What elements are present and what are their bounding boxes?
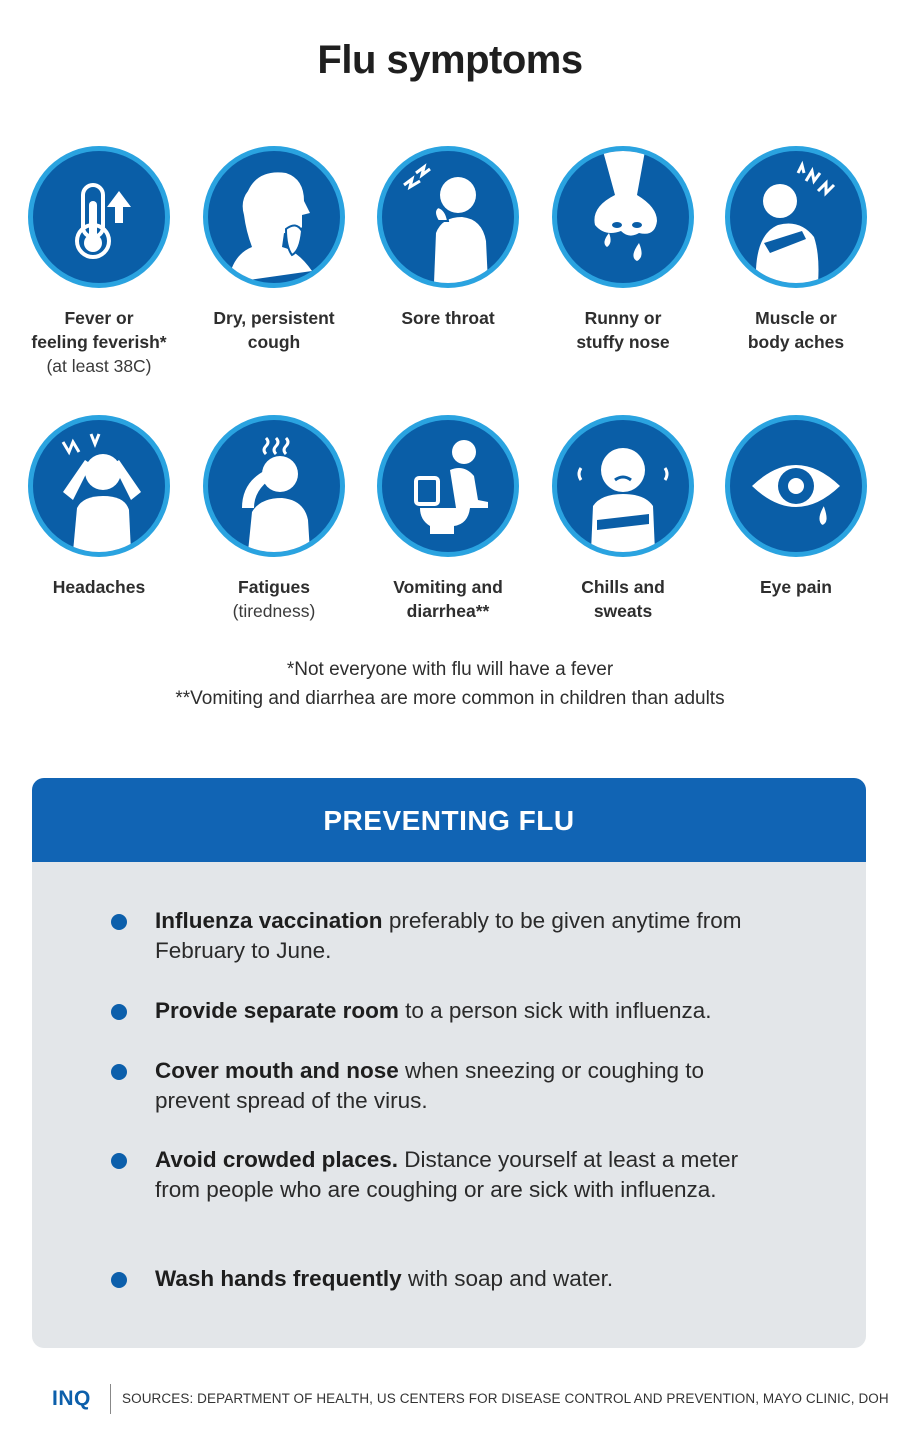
chills-icon (552, 415, 694, 557)
symptom-label-line2: feeling feverish* (31, 332, 167, 352)
footer-divider (110, 1384, 111, 1414)
symptom-label-line1: Dry, persistent (213, 308, 335, 328)
prevention-item-bold: Influenza vaccination (155, 908, 383, 933)
symptom-runny-nose (536, 146, 710, 354)
symptom-label-line1: Chills and (581, 577, 665, 597)
body-aches-icon (725, 146, 867, 288)
sources-text: SOURCES: DEPARTMENT OF HEALTH, US CENTERS FOR DISEASE CONTROL AND PREVENTION, MAYO CLINIC, DOH (122, 1391, 889, 1406)
bullet-dot-icon (111, 1272, 127, 1288)
symptom-sore-throat (361, 146, 535, 330)
footer (0, 1384, 900, 1414)
symptom-label-line1: Headaches (52, 577, 146, 597)
prevention-item-bold: Cover mouth and nose (155, 1058, 399, 1083)
symptom-fever (12, 146, 186, 378)
symptom-label-line2: stuffy nose (576, 332, 670, 352)
symptom-eye-pain (709, 415, 883, 599)
bullet-dot-icon (111, 1004, 127, 1020)
symptom-label-line2: sweats (593, 601, 653, 621)
page-title: Flu symptoms (317, 38, 583, 82)
symptom-label-line1: Muscle or (755, 308, 837, 328)
sore-throat-icon (377, 146, 519, 288)
prevention-item-text: to a person sick with influenza. (398, 998, 712, 1023)
runny-nose-icon (552, 146, 694, 288)
symptom-label-line2: cough (247, 332, 301, 352)
cough-icon (203, 146, 345, 288)
symptom-vomiting (361, 415, 535, 623)
symptom-label-line1: Fever or (64, 308, 134, 328)
headache-icon (28, 415, 170, 557)
symptom-fatigue (187, 415, 361, 623)
symptom-sublabel: (tiredness) (232, 601, 316, 621)
prevention-heading: PREVENTING FLU (32, 778, 866, 862)
symptom-label-line1: Fatigues (238, 577, 310, 597)
fatigue-icon (203, 415, 345, 557)
symptom-label-line1: Vomiting and (393, 577, 503, 597)
prevention-item-text: with soap and water. (401, 1266, 614, 1291)
toilet-icon (377, 415, 519, 557)
bullet-dot-icon (111, 914, 127, 930)
footnote-fever: *Not everyone with flu will have a fever (286, 659, 614, 680)
bullet-dot-icon (111, 1064, 127, 1080)
prevention-item-text: when sneezing or coughing to prevent spread of the virus. (155, 1058, 704, 1113)
symptom-label-line2: diarrhea** (406, 601, 490, 621)
footnote-vomiting: **Vomiting and diarrhea are more common in children than adults (175, 688, 725, 709)
symptom-chills (536, 415, 710, 623)
eye-pain-icon (725, 415, 867, 557)
prevention-item-bold: Wash hands frequently (155, 1266, 402, 1291)
symptom-label-line1: Runny or (584, 308, 662, 328)
symptom-cough (187, 146, 361, 354)
prevention-panel (32, 778, 866, 1348)
symptom-body-aches (709, 146, 883, 354)
symptom-label-line2: body aches (747, 332, 845, 352)
symptom-sublabel: (at least 38C) (46, 356, 152, 376)
prevention-item-text: Distance yourself at least a meter from people who are coughing or are sick with influenza. (155, 1147, 739, 1202)
inq-logo: INQ (52, 1387, 91, 1410)
prevention-item-bold: Avoid crowded places. (155, 1147, 398, 1172)
symptom-label-line1: Sore throat (401, 308, 495, 328)
thermometer-icon (28, 146, 170, 288)
symptom-headache (12, 415, 186, 599)
prevention-item-text: preferably to be given anytime from February to June. (155, 908, 742, 963)
prevention-item-bold: Provide separate room (155, 998, 399, 1023)
bullet-dot-icon (111, 1153, 127, 1169)
symptom-label-line1: Eye pain (760, 577, 832, 597)
